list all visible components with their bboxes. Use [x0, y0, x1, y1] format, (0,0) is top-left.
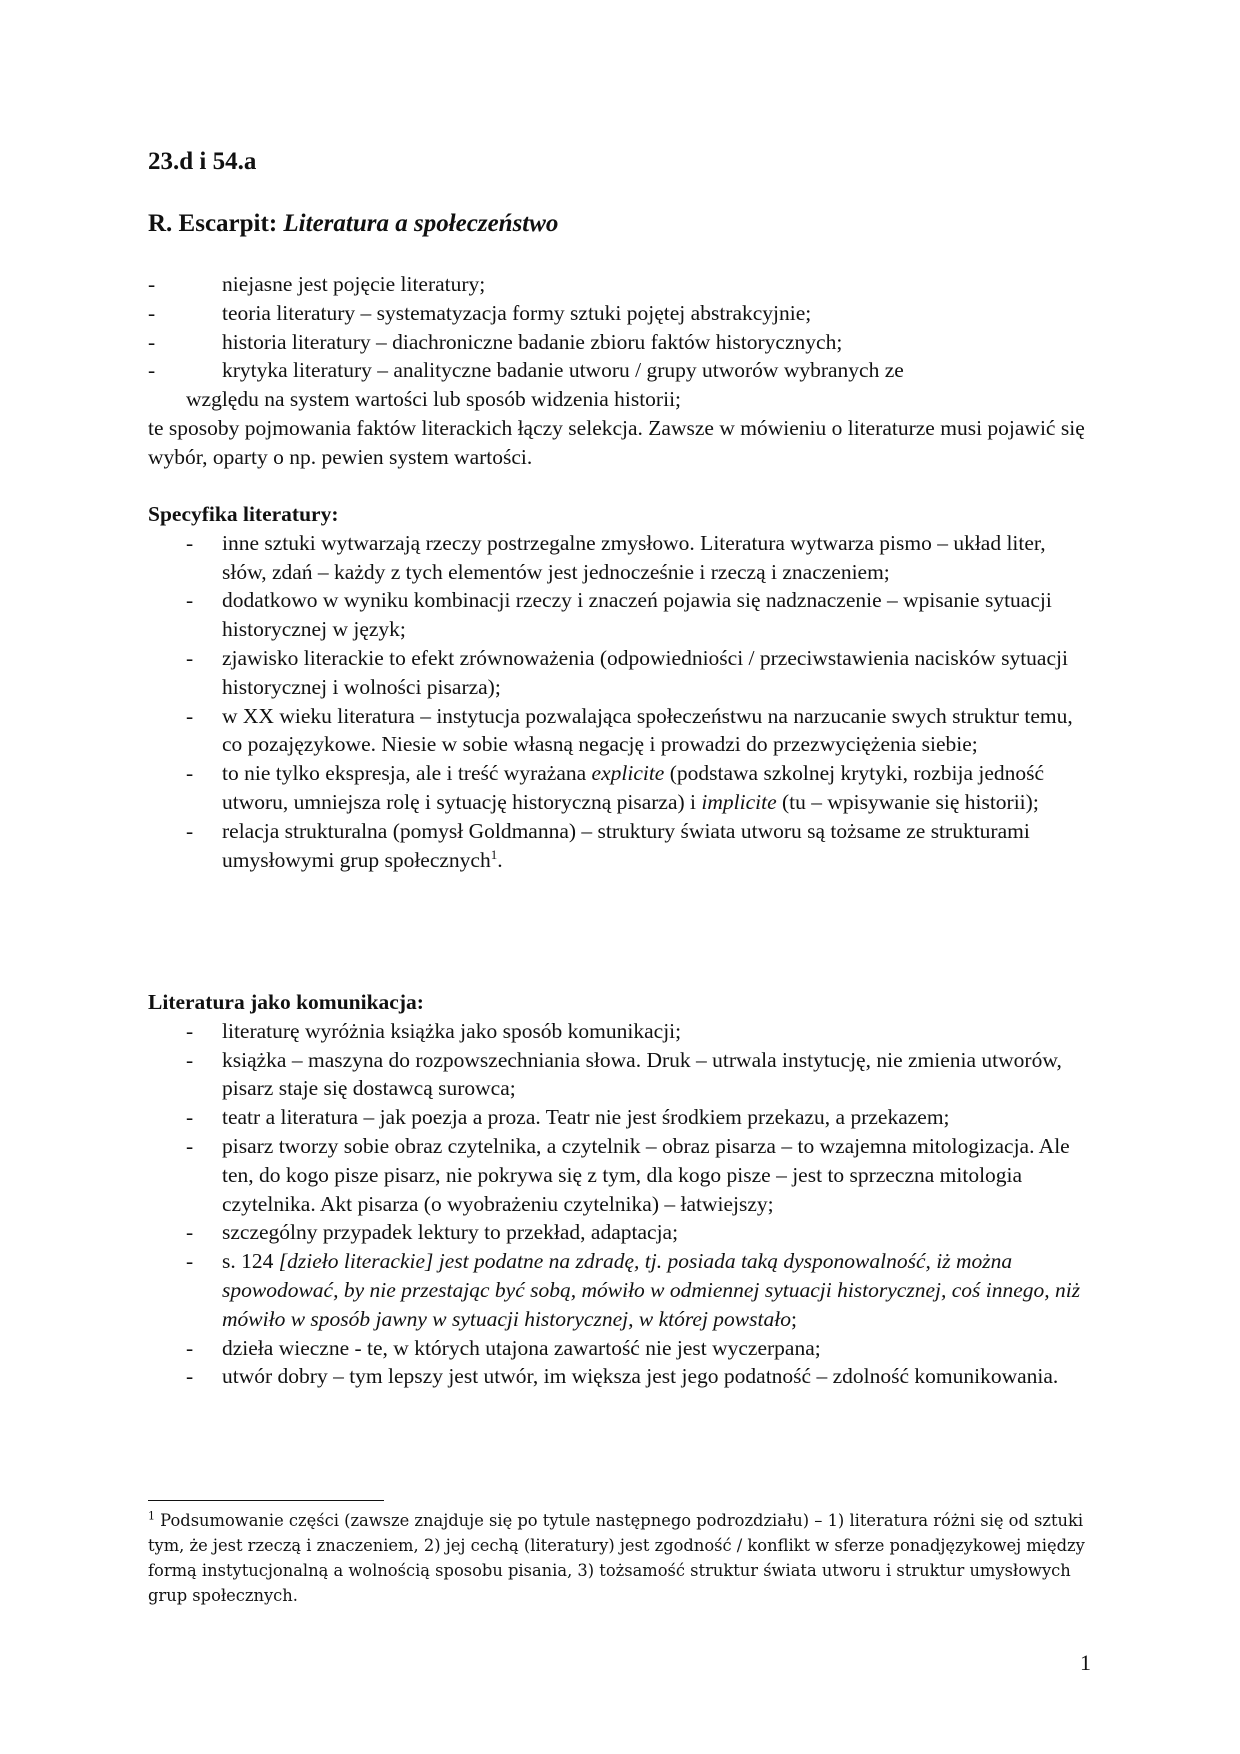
list-dash: -	[186, 645, 194, 670]
list-item-text: książka – maszyna do rozpowszechniania słowa. Druk – utrwala instytucję, nie zmienia utworów, pisarz staje się dostawcą surowca;	[222, 1047, 1062, 1101]
list-dash: -	[186, 1133, 194, 1158]
list-item-text: relacja strukturalna (pomysł Goldmanna) – struktury świata utworu są tożsame ze strukturami umysłowymi grup społecznych	[222, 818, 1030, 872]
list-item-text: (podstawa szkolnej krytyki, rozbija jedność utworu, umniejsza rolę i sytuację historyczną pisarza) i	[222, 761, 1045, 814]
list-item	[148, 1247, 1088, 1333]
list-dash: -	[186, 1335, 194, 1360]
list-item-text: w XX wieku literatura – instytucja pozwalająca społeczeństwu na narzucanie swych struktur temu, co pozajęzykowe. Niesie w sobie własną negację i prowadzi do przezwyciężenia siebie;	[222, 703, 1073, 757]
intro-paragraph: te sposoby pojmowania faktów literackich łączy selekcja. Zawsze w mówieniu o literaturze musi pojawić się wybór, oparty o np. pewien system wartości.	[148, 415, 1085, 469]
list-item	[148, 1046, 1088, 1104]
list-item	[148, 1103, 1088, 1132]
list-item	[148, 529, 1088, 587]
list-item	[148, 328, 1088, 357]
list-item-text: historia literatury – diachroniczne badanie zbioru faktów historycznych;	[222, 329, 843, 354]
footnote-mark: 1	[148, 1509, 155, 1523]
list-item	[148, 1132, 1088, 1218]
list-item-text: krytyka literatury – analityczne badanie utworu / grupy utworów wybranych ze	[222, 358, 904, 383]
list-item	[148, 1362, 1088, 1391]
list-dash: -	[186, 530, 194, 555]
list-dash: -	[148, 272, 156, 296]
list-dash: -	[186, 1220, 194, 1245]
section-title: Literatura jako komunikacja:	[148, 990, 424, 1014]
section-title: Specyfika literatury:	[148, 502, 339, 526]
footnote-separator	[148, 1500, 384, 1501]
list-item	[148, 586, 1088, 644]
list-dash: -	[186, 761, 194, 786]
list-item	[148, 702, 1088, 760]
list-item-text: to nie tylko ekspresja, ale i treść wyrażana	[222, 761, 592, 786]
document-title: 23.d i 54.a	[148, 148, 257, 175]
list-dash: -	[186, 1105, 194, 1130]
footnote	[148, 1508, 1088, 1608]
list-item-continuation: względu na system wartości lub sposób widzenia historii;	[186, 387, 682, 412]
italic-quote: [dzieło literackie] jest podatne na zdradę, tj. posiada taką dysponowalność, iż można spowodować, by nie przestając być sobą, mówiło w odmiennej sytuacji historycznej, coś innego, niż mówiło w sposób jawny w sytuacji historycznej, w której powstało	[222, 1249, 1081, 1331]
list-item-text: szczególny przypadek lektury to przekład, adaptacja;	[222, 1220, 679, 1245]
list-dash: -	[148, 358, 156, 383]
list-item-text: teatr a literatura – jak poezja a proza. Teatr nie jest środkiem przekazu, a przekazem;	[222, 1105, 950, 1130]
list-dash: -	[186, 1364, 194, 1389]
list-item-text: inne sztuki wytwarzają rzeczy postrzegalne zmysłowo. Literatura wytwarza pismo – układ liter, słów, zdań – każdy z tych elementów jest jednocześnie i rzeczą i znaczeniem;	[222, 530, 1046, 584]
intro-list	[148, 270, 1088, 414]
specyfika-section	[148, 500, 1088, 874]
komunikacja-list	[148, 1017, 1088, 1391]
list-dash: -	[186, 818, 194, 843]
list-item-text: dzieła wieczne - te, w których utajona zawartość nie jest wyczerpana;	[222, 1335, 821, 1360]
list-dash: -	[148, 329, 156, 354]
list-item-text: (tu – wpisywanie się historii);	[776, 789, 1039, 814]
list-item-text: teoria literatury – systematyzacja formy sztuki pojętej abstrakcyjnie;	[222, 300, 812, 325]
italic-term: explicite	[591, 761, 665, 786]
document-page	[148, 0, 1091, 1754]
list-dash: -	[186, 703, 194, 728]
list-item	[148, 1218, 1088, 1247]
intro-section	[148, 270, 1088, 472]
list-item	[148, 644, 1088, 702]
list-item	[148, 299, 1088, 328]
document-subtitle	[148, 210, 558, 238]
list-item	[148, 1334, 1088, 1363]
list-item-text: dodatkowo w wyniku kombinacji rzeczy i znaczeń pojawia się nadznaczenie – wpisanie sytuacji historycznej w język;	[222, 588, 1052, 642]
list-item-text: zjawisko literackie to efekt zrównoważenia (odpowiedniości / przeciwstawienia nacisków sytuacji historycznej i wolności pisarza);	[222, 645, 1068, 699]
specyfika-list	[148, 529, 1088, 875]
subtitle-author: R. Escarpit:	[148, 210, 278, 237]
list-item-text: pisarz tworzy sobie obraz czytelnika, a czytelnik – obraz pisarza – to wzajemna mitologizacja. Ale ten, do kogo pisze pisarz, nie pokrywa się z tym, dla kogo pisze – jest to sprzeczna mitologia czytelnika. Akt pisarza (o wyobrażeniu czytelnika) – łatwiejszy;	[222, 1133, 1070, 1216]
list-item	[148, 1017, 1088, 1046]
list-item-text: s. 124	[222, 1249, 279, 1274]
list-dash: -	[186, 1047, 194, 1072]
list-item	[148, 759, 1088, 817]
page-number: 1	[1080, 1650, 1091, 1675]
list-item	[148, 817, 1088, 875]
subtitle-work: Literatura a społeczeństwo	[283, 210, 559, 237]
list-dash: -	[186, 1018, 194, 1043]
list-item	[148, 356, 1088, 414]
list-item-text: niejasne jest pojęcie literatury;	[222, 272, 486, 296]
list-dash: -	[186, 1249, 194, 1274]
list-dash: -	[148, 300, 156, 325]
list-item-text: literaturę wyróżnia książka jako sposób komunikacji;	[222, 1018, 682, 1043]
list-item	[148, 270, 1088, 299]
list-item-text: .	[497, 847, 503, 872]
list-item-text: ;	[790, 1306, 797, 1331]
komunikacja-section	[148, 988, 1088, 1391]
footnote-reference[interactable]: 1	[490, 846, 498, 862]
list-item-text: utwór dobry – tym lepszy jest utwór, im większa jest jego podatność – zdolność komunikowania.	[222, 1364, 1059, 1389]
footnote-text: Podsumowanie części (zawsze znajduje się po tytule następnego podrozdziału) – 1) literatura różni się od sztuki tym, że jest rzeczą i znaczeniem, 2) jej cechą (literatury) jest zgodność / konflikt w sferze ponadjęzykowej między formą instytucjonalną a wolnością sposobu pisania, 3) tożsamość struktur świata utworu i struktur umysłowych grup społecznych.	[148, 1511, 1085, 1605]
list-dash: -	[186, 588, 194, 613]
italic-term: implicite	[701, 789, 777, 814]
